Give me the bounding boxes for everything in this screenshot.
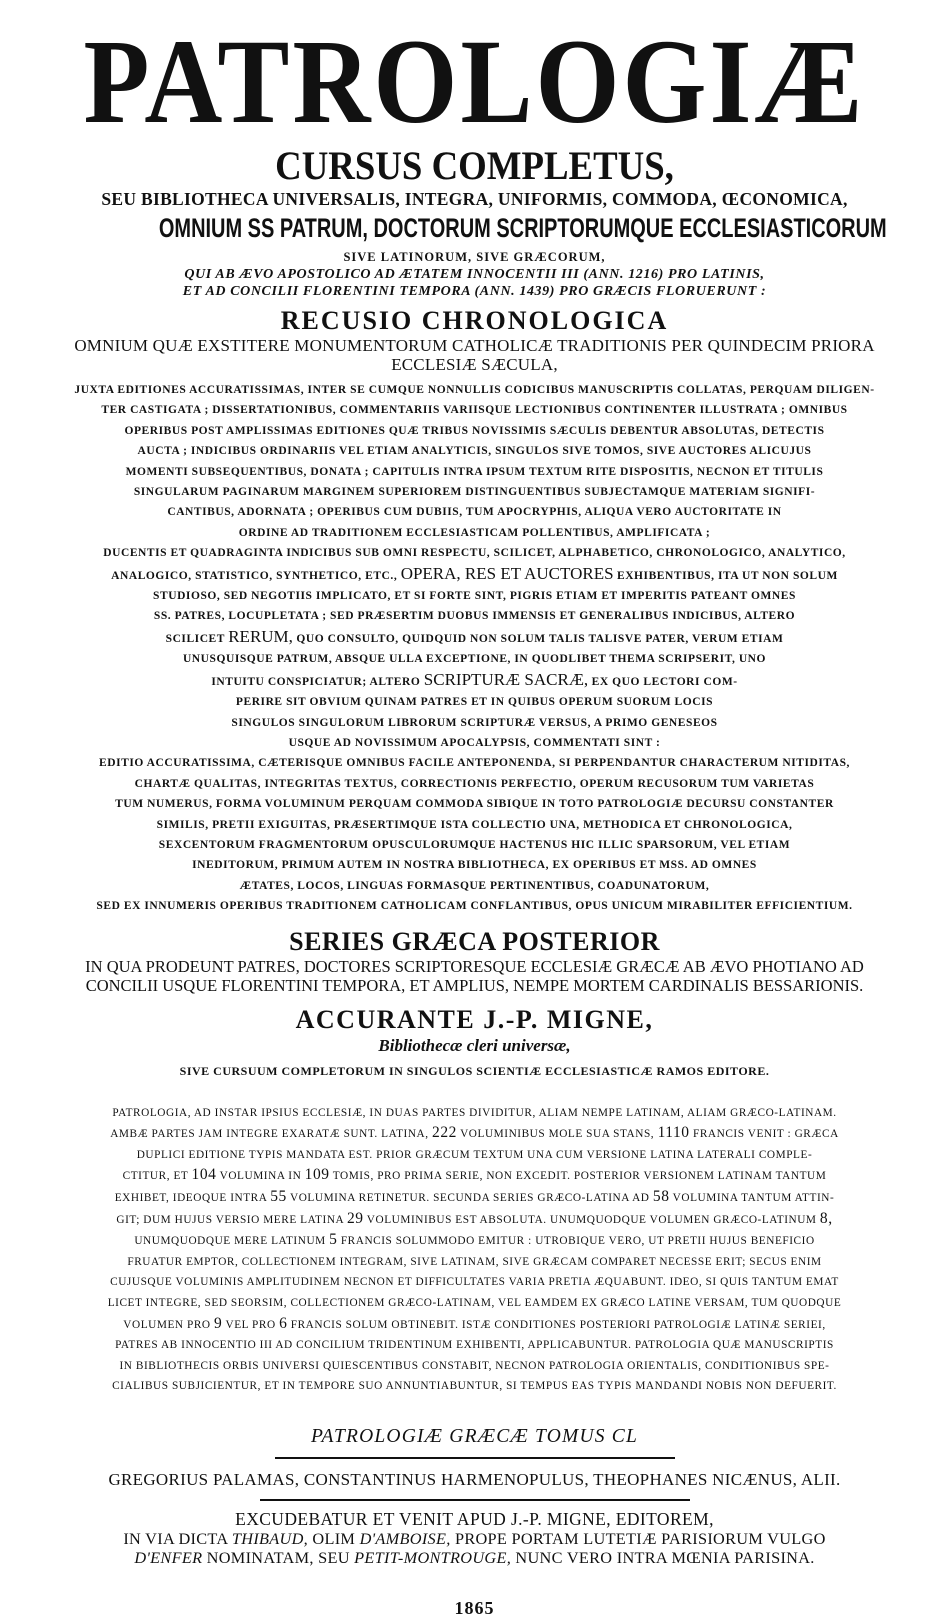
address-line-2: D'ENFER NOMINATAM, SEU PETIT-MONTROUGE, NUNC VERO INTRA MŒNIA PARISINA. [134,1547,815,1567]
ducentis-line: SS. PATRES, LOCUPLETATA ; SED PRÆSERTIM DUOBUS IMMENSIS ET GENERALIBUS INDICIBUS, ALTERO [153,610,796,623]
authors-line: GREGORIUS PALAMAS, CONSTANTINUS HARMENOPULUS, THEOPHANES NICÆNUS, ALII. [108,1469,841,1489]
ducentis-line: USQUE AD NOVISSIMUM APOCALYPSIS, COMMENTATI SINT : [288,736,661,749]
address-line-1: IN VIA DICTA THIBAUD, OLIM D'AMBOISE, PROPE PORTAM LUTETIÆ PARISIORUM VULGO [123,1528,826,1548]
juxta-line: JUXTA EDITIONES ACCURATISSIMAS, INTER SE CUMQUE NONNULLIS CODICIBUS MANUSCRIPTIS COLLATAS, PERQUAM DILIGEN- [74,384,875,396]
notice-line: CUJUSQUE VOLUMINIS AMPLITUDINEM NECNON ET DIFFICULTATES VARIA PRETIA ÆQUABUNT. IDEO, SI QUIS TANTUM EMAT [110,1276,839,1289]
ducentis-line: SCILICET RERUM, QUO CONSULTO, QUIDQUID NON SOLUM TALIS TALISVE PATER, VERUM ETIAM [165,626,784,646]
notice-line: DUPLICI EDITIONE TYPIS MANDATA EST. PRIOR GRÆCUM TEXTUM UNA CUM VERSIONE LATINA LATERALI COMPLE- [136,1148,813,1161]
ducentis-line: DUCENTIS ET QUADRAGINTA INDICIBUS SUB OMNI RESPECTU, SCILICET, ALPHABETICO, CHRONOLOGICO, ANALYTICO, [103,547,846,560]
notice-line: AMBÆ PARTES JAM INTEGRE EXARATÆ SUNT. LATINA, 222 VOLUMINIBUS MOLE SUA STANS, 1110 FRANCIS VENIT : GRÆCA [110,1124,839,1142]
juxta-line: AUCTA ; INDICIBUS ORDINARIIS VEL ETIAM ANALYTICIS, SINGULOS SIVE TOMOS, SIVE AUCTORES ALICUJUS [137,445,812,458]
editio-line: TUM NUMERUS, FORMA VOLUMINUM PERQUAM COMMODA SIBIQUE IN TOTO PATROLOGIÆ DECURSU CONSTANTER [115,798,834,811]
line-qui-1: QUI AB ÆVO APOSTOLICO AD ÆTATEM INNOCENTII III (ANN. 1216) PRO LATINIS, [184,267,765,282]
subtitle: CURSUS COMPLETUS, [275,143,674,188]
ducentis-line: PERIRE SIT OBVIUM QUINAM PATRES ET IN QUIBUS OPERUM SUORUM LOCIS [235,696,714,709]
notice-line: VOLUMEN PRO 9 VEL PRO 6 FRANCIS SOLUM OBTINEBIT. ISTÆ CONDITIONES POSTERIORI PATROLOGIÆ LATINÆ SERIEI, [123,1314,826,1332]
juxta-line: SINGULARUM PAGINARUM MARGINEM SUPERIOREM DISTINGUENTIBUS SUBJECTAMQUE MATERIAM SIGNIFI- [133,486,816,499]
juxta-line: ORDINE AD TRADITIONEM ECCLESIASTICAM POLLENTIBUS, AMPLIFICATA ; [238,526,711,539]
ducentis-line: UNUSQUISQUE PATRUM, ABSQUE ULLA EXCEPTIONE, IN QUODLIBET THEMA SCRIPSERIT, UNO [182,653,767,666]
recusio-heading: RECUSIO CHRONOLOGICA [280,306,669,335]
notice-line: LICET INTEGRE, SED SEORSIM, COLLECTIONEM GRÆCO-LATINAM, VEL EAMDEM EX GRÆCO LATINE VERSAM, TUM QUODQUE [107,1296,842,1309]
editio-line: SED EX INNUMERIS OPERIBUS TRADITIONEM CATHOLICAM CONFLANTIBUS, OPUS UNICUM MIRABILITER EFFICIENTIUM. [96,900,853,913]
notice-line: PATRES AB INNOCENTIO III AD CONCILIUM TRIDENTINUM EXHIBENTI, APPLICABUNTUR. PATROLOGIA QUÆ MANUSCRIPTIS [115,1339,834,1352]
omnium-quae-1: OMNIUM QUÆ EXSTITERE MONUMENTORUM CATHOLICÆ TRADITIONIS PER QUINDECIM PRIORA [74,336,875,355]
excudebatur-line: EXCUDEBATUR ET VENIT APUD J.-P. MIGNE, EDITOREM, [235,1508,714,1529]
notice-line: IN BIBLIOTHECIS ORBIS UNIVERSI QUIESCENTIBUS CONSTABIT, NECNON PATROLOGIA ORIENTALIS, CONDITIONIBUS SPE- [119,1359,830,1372]
series-desc-2: CONCILII USQUE FLORENTINI TEMPORA, ET AMPLIUS, NEMPE MORTEM CARDINALIS BESSARIONIS. [85,975,864,995]
series-desc-1: IN QUA PRODEUNT PATRES, DOCTORES SCRIPTORESQUE ECCLESIÆ GRÆCÆ AB ÆVO PHOTIANO AD [85,956,864,976]
notice-line: CTITUR, ET 104 VOLUMINA IN 109 TOMIS, PRO PRIMA SERIE, NON EXCEDIT. POSTERIOR VERSIONEM LATINAM TANTUM [122,1166,827,1184]
notice-line: CIALIBUS SUBJICIENTUR, ET IN TEMPORE SUO ANNUNTIABUNTUR, SI TEMPUS EAS TYPIS MANDANDI NOBIS NON DEFUERIT. [112,1380,837,1393]
juxta-line: OPERIBUS POST AMPLISSIMAS EDITIONES QUÆ TRIBUS NOVISSIMIS SÆCULIS DEBENTUR ABSOLUTAS, DETECTIS [124,424,825,437]
accurante-heading: ACCURANTE J.-P. MIGNE, [295,1004,654,1034]
publication-year: 1865 [454,1597,495,1618]
notice-block [48,1103,901,1397]
notice-line: UNUMQUODQUE MERE LATINUM 5 FRANCIS SOLUMMODO EMITUR : UTROBIQUE VERO, UT PRETII HUJUS BENEFICIO [134,1231,815,1249]
editio-line: SEXCENTORUM FRAGMENTORUM OPUSCULORUMQUE HACTENUS HIC ILLIC SPARSORUM, VEL ETIAM [158,838,791,851]
line-omnium: OMNIUM SS PATRUM, DOCTORUM SCRIPTORUMQUE ECCLESIASTICORUM [158,213,887,243]
ducentis-line: STUDIOSO, SED NEGOTIIS IMPLICATO, ET SI FORTE SINT, PIGRIS ETIAM ET IMPERITIS PATEANT OMNES [153,590,796,603]
line-sive: SIVE LATINORUM, SIVE GRÆCORUM, [343,250,606,264]
juxta-line: TER CASTIGATA ; DISSERTATIONIBUS, COMMENTARIIS VARIISQUE LECTIONIBUS CONTINENTER ILLUSTRATA ; OMNIBUS [101,404,848,417]
notice-line: FRUATUR EMPTOR, COLLECTIONEM INTEGRAM, SIVE LATINAM, SIVE GRÆCAM COMPARET NECESSE ERIT; SECUS ENIM [127,1255,822,1268]
description-block [48,380,901,917]
divider [260,1499,690,1501]
tomus-line: PATROLOGIÆ GRÆCÆ TOMUS CL [310,1425,639,1447]
ducentis-line: SINGULOS SINGULORUM LIBRORUM SCRIPTURÆ VERSUS, A PRIMO GENESEOS [231,716,718,729]
sive-cursuum-line: SIVE CURSUUM COMPLETORUM IN SINGULOS SCIENTIÆ ECCLESIASTICÆ RAMOS EDITORE. [179,1063,770,1078]
omnium-quae-2: ECCLESIÆ SÆCULA, [391,355,558,374]
main-title: PATROLOGIÆ [83,15,866,149]
editio-line: SIMILIS, PRETII EXIGUITAS, PRÆSERTIMQUE ISTA COLLECTIO UNA, METHODICA ET CHRONOLOGICA, [156,818,793,831]
bibliothecae-line: Bibliothecæ cleri universæ, [378,1035,571,1055]
juxta-line: MOMENTI SUBSEQUENTIBUS, DONATA ; CAPITULIS INTRA IPSUM TEXTUM RITE DISPOSITIS, NECNON ET TITULIS [125,465,824,478]
editio-line: CHARTÆ QUALITAS, INTEGRITAS TEXTUS, CORRECTIONIS PERFECTIO, OPERUM RECUSORUM TUM VARIETAS [134,777,815,790]
juxta-line: CANTIBUS, ADORNATA ; OPERIBUS CUM DUBIIS, TUM APOCRYPHIS, ALIQUA VERO AUCTORITATE IN [167,506,782,519]
divider [275,1457,675,1459]
editio-line: EDITIO ACCURATISSIMA, CÆTERISQUE OMNIBUS FACILE ANTEPONENDA, SI PERPENDANTUR CHARACTERUM NITIDITAS, [99,757,850,770]
notice-line: GIT; DUM HUJUS VERSIO MERE LATINA 29 VOLUMINIBUS EST ABSOLUTA. UNUMQUODQUE VOLUMEN GRÆCO-LATINUM 8, [116,1209,833,1227]
editio-line: INEDITORUM, PRIMUM AUTEM IN NOSTRA BIBLIOTHECA, EX OPERIBUS ET MSS. AD OMNES [192,859,757,872]
notice-line: PATROLOGIA, AD INSTAR IPSIUS ECCLESIÆ, IN DUAS PARTES DIVIDITUR, ALIAM NEMPE LATINAM, ALIAM GRÆCO-LATINAM. [112,1106,837,1119]
notice-line: EXHIBET, IDEOQUE INTRA 55 VOLUMINA RETINETUR. SECUNDA SERIES GRÆCO-LATINA AD 58 VOLUMINA TANTUM ATTIN- [114,1187,835,1205]
series-heading: SERIES GRÆCA POSTERIOR [289,926,660,956]
ducentis-line: INTUITU CONSPICIATUR; ALTERO SCRIPTURÆ SACRÆ, EX QUO LECTORI COM- [211,669,738,689]
editio-line: ÆTATES, LOCOS, LINGUAS FORMASQUE PERTINENTIBUS, COADUNATORUM, [239,879,710,892]
ducentis-line: ANALOGICO, STATISTICO, SYNTHETICO, ETC., OPERA, RES ET AUCTORES EXHIBENTIBUS, ITA UT NON SOLUM [111,563,838,583]
line-seu: SEU BIBLIOTHECA UNIVERSALIS, INTEGRA, UNIFORMIS, COMMODA, ŒCONOMICA, [101,189,848,209]
line-qui-2: ET AD CONCILII FLORENTINI TEMPORA (ANN. 1439) PRO GRÆCIS FLORUERUNT : [182,284,767,299]
